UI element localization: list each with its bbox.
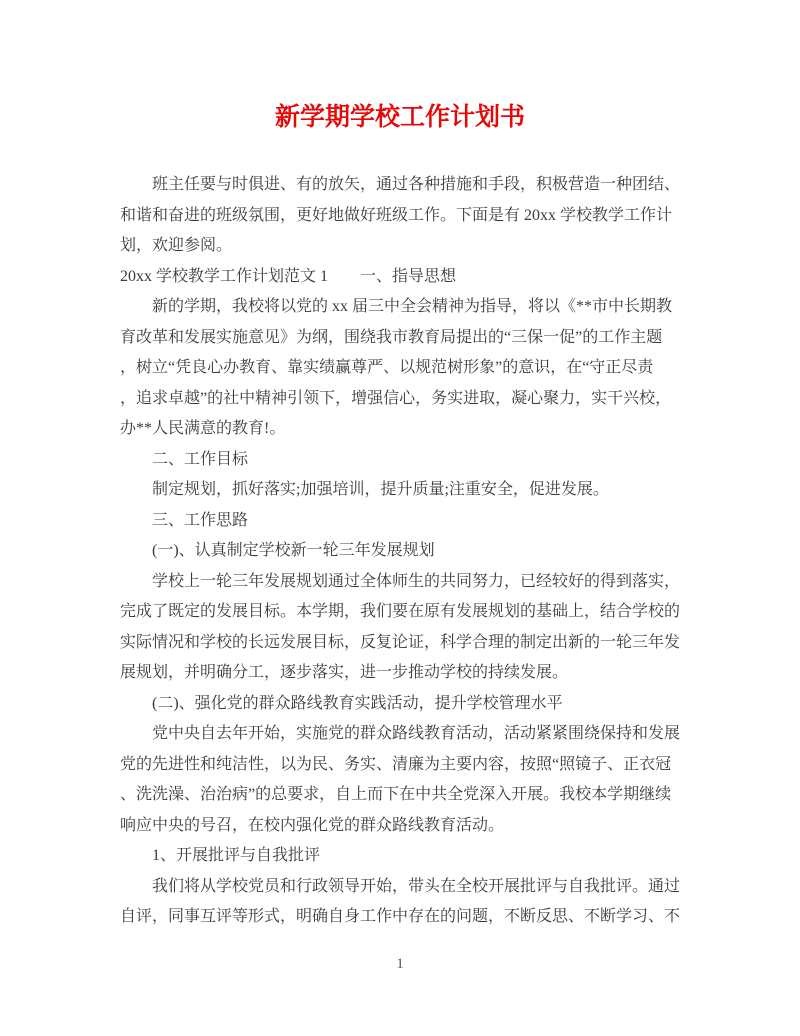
document-body	[120, 170, 684, 933]
document-line: (一)、认真制定学校新一轮三年发展规划	[152, 542, 435, 559]
document-line: 三、工作思路	[152, 511, 249, 529]
document-line: 制定规划，抓好落实;加强培训，提升质量;注重安全，促进发展。	[152, 481, 609, 498]
document-line: 育改革和发展实施意见》为纲，围绕我市教育局提出的“三保一促”的工作主题	[120, 328, 663, 346]
document-line: 新的学期，我校将以党的 xx 届三中全会精神为指导，将以《**市中长期教	[152, 298, 673, 315]
document-line: ，追求卓越”的社中精神引领下，增强信心，务实进取，凝心聚力，实干兴校，	[120, 389, 672, 407]
document-line: 20xx 学校教学工作计划范文 1 一、指导思想	[120, 267, 457, 285]
document-line: (二)、强化党的群众路线教育实践活动，提升学校管理水平	[152, 694, 563, 712]
document-line: 展规划，并明确分工，逐步落实，进一步推动学校的持续发展。	[120, 664, 569, 681]
document-line: 学校上一轮三年发展规划通过全体师生的共同努力，已经较好的得到落实，	[152, 572, 681, 590]
document-line: 1、开展批评与自我批评	[152, 847, 321, 864]
document-line: 办**人民满意的教育!。	[120, 420, 286, 437]
document-line: 二、工作目标	[152, 450, 249, 468]
document-line: ，树立“凭良心办教育、靠实绩赢尊严、以规范树形象”的意识，在“守正尽责	[120, 359, 654, 376]
document-line: 自评，同事互评等形式，明确自身工作中存在的问题，不断反思、不断学习、不	[120, 908, 681, 925]
document-line: 党中央自去年开始，实施党的群众路线教育活动，活动紧紧围绕保持和发展	[152, 725, 681, 742]
document-title: 新学期学校工作计划书	[274, 103, 525, 131]
document-line: 完成了既定的发展目标。本学期，我们要在原有发展规划的基础上，结合学校的	[120, 603, 681, 620]
document-line: 和谐和奋进的班级氛围，更好地做好班级工作。下面是有 20xx 学校教学工作计	[120, 206, 673, 224]
document-line: 我们将从学校党员和行政领导开始，带头在全校开展批评与自我批评。通过	[152, 877, 681, 895]
document-line: 实际情况和学校的长远发展目标，反复论证，科学合理的制定出新的一轮三年发	[120, 633, 681, 651]
page-number: 1	[396, 955, 404, 972]
document-line: 班主任要与时俱进、有的放矢，通过各种措施和手段，积极营造一种团结、	[152, 176, 681, 193]
document-line: 划，欢迎参阅。	[120, 237, 233, 254]
document-line: 党的先进性和纯洁性，以为民、务实、清廉为主要内容，按照“照镜子、正衣冠	[120, 755, 672, 773]
document-line: 响应中央的号召，在校内强化党的群众路线教育活动。	[120, 816, 505, 834]
document-line: 、洗洗澡、治治病”的总要求，自上而下在中共全党深入开展。我校本学期继续	[120, 786, 672, 803]
